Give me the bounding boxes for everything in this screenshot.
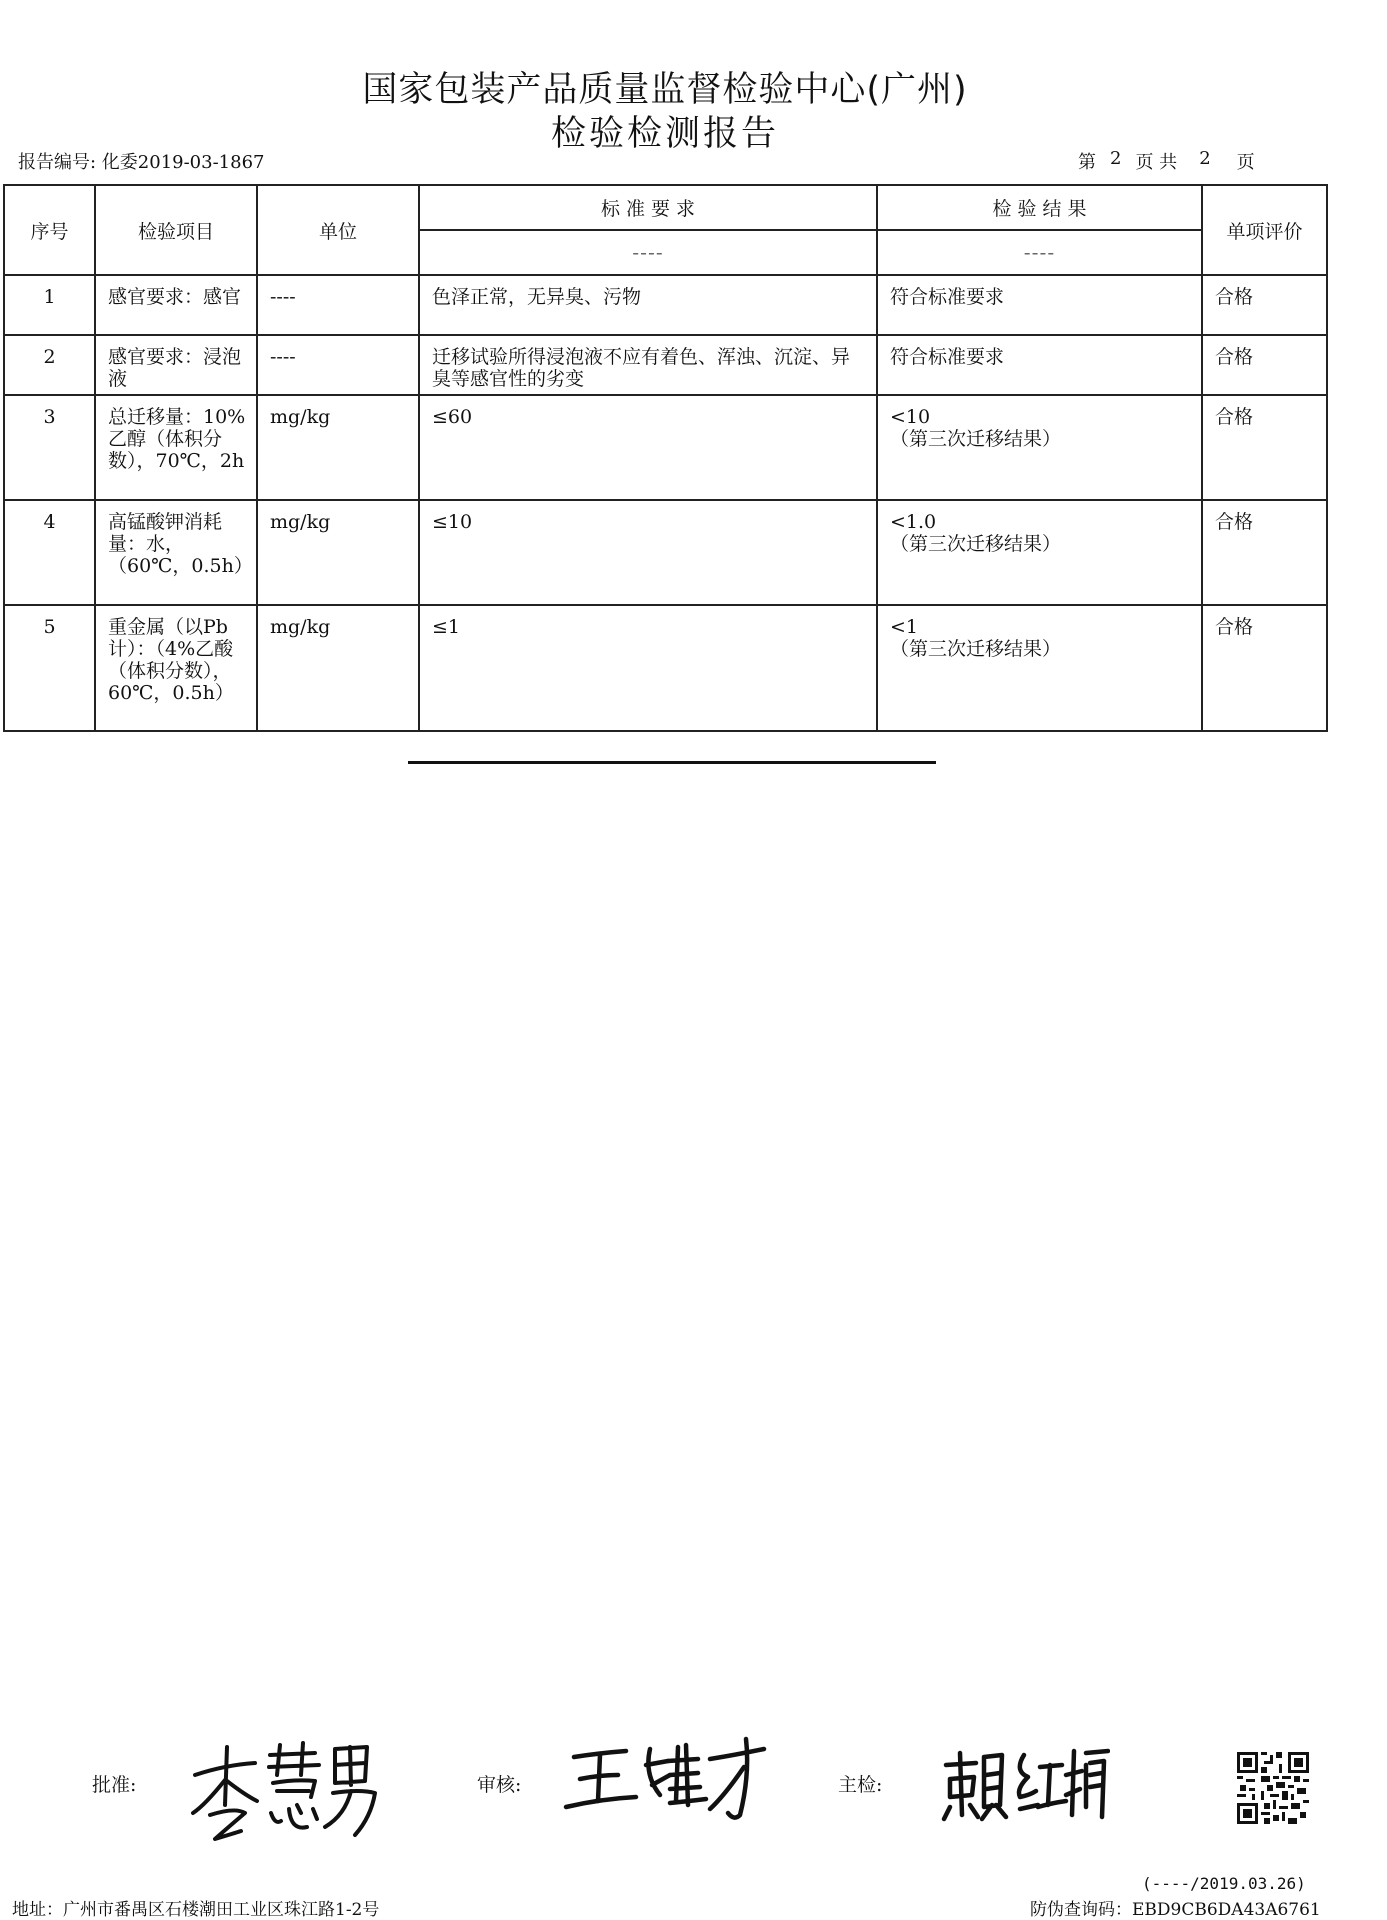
anti-counterfeit-code: 防伪查询码：EBD9CB6DA43A6761 [1030, 1900, 1321, 1920]
page-current: 2 [1110, 148, 1122, 169]
row-evaluation: 合格 [1202, 605, 1327, 731]
report-subtitle: 检验检测报告 [550, 114, 779, 154]
row-index: 3 [4, 395, 95, 500]
row-evaluation: 合格 [1202, 335, 1327, 395]
review-label: 审核: [477, 1774, 522, 1796]
col-unit-header: 单位 [257, 185, 419, 275]
page-suffix: 页 [1236, 152, 1255, 173]
row-evaluation: 合格 [1202, 275, 1327, 335]
col-standard-header: 标 准 要 求 [419, 185, 877, 230]
row-result [877, 275, 1202, 335]
col-index-header: 序号 [4, 185, 95, 275]
row-result [877, 395, 1202, 500]
inspect-label: 主检: [838, 1774, 883, 1796]
row-result-value: <1.0 [890, 511, 937, 533]
row-unit: ---- [257, 335, 419, 395]
row-index: 4 [4, 500, 95, 605]
row-standard: ≤10 [419, 500, 877, 605]
row-item: 高锰酸钾消耗量：水，（60℃，0.5h） [95, 500, 257, 605]
address: 地址：广州市番禺区石楼潮田工业区珠江路1-2号 [12, 1900, 380, 1920]
row-evaluation: 合格 [1202, 500, 1327, 605]
table-row [4, 335, 1327, 395]
report-date: (----/2019.03.26) [1142, 1874, 1306, 1893]
qr-code-icon [1237, 1752, 1309, 1824]
col-evaluation-header: 单项评价 [1202, 185, 1327, 275]
row-standard: ≤1 [419, 605, 877, 731]
row-evaluation: 合格 [1202, 395, 1327, 500]
row-result-note: （第三次迁移结果） [890, 533, 1062, 555]
table-row [4, 275, 1327, 335]
row-unit: ---- [257, 275, 419, 335]
row-unit: mg/kg [257, 500, 419, 605]
page-mid: 页 共 [1135, 152, 1178, 173]
row-index: 5 [4, 605, 95, 731]
row-item: 重金属（以Pb计）：（4%乙酸（体积分数），60℃，0.5h） [95, 605, 257, 731]
col-result-subheader: ---- [877, 230, 1202, 275]
page-total: 2 [1199, 148, 1211, 169]
report-title: 国家包装产品质量监督检验中心(广州) [362, 70, 968, 110]
col-item-header: 检验项目 [95, 185, 257, 275]
row-standard: 迁移试验所得浸泡液不应有着色、浑浊、沉淀、异臭等感官性的劣变 [419, 335, 877, 395]
row-unit: mg/kg [257, 395, 419, 500]
row-result [877, 335, 1202, 395]
approve-label: 批准: [92, 1774, 137, 1796]
row-result-value: <10 [890, 406, 931, 428]
end-of-table-rule [408, 761, 936, 764]
row-unit: mg/kg [257, 605, 419, 731]
row-result [877, 500, 1202, 605]
row-index: 2 [4, 335, 95, 395]
col-result-header: 检 验 结 果 [877, 185, 1202, 230]
table-row [4, 500, 1327, 605]
row-result-value: <1 [890, 616, 919, 638]
inspection-table [3, 184, 1328, 732]
row-standard: ≤60 [419, 395, 877, 500]
page-indicator [1078, 148, 1255, 174]
report-number: 报告编号: 化委2019-03-1867 [18, 152, 265, 173]
col-standard-subheader: ---- [419, 230, 877, 275]
approver-signature [185, 1735, 385, 1845]
row-result-note: （第三次迁移结果） [890, 638, 1062, 660]
row-item: 总迁移量：10%乙醇（体积分数），70℃，2h [95, 395, 257, 500]
row-result-value: 符合标准要求 [890, 346, 1005, 368]
table-row [4, 395, 1327, 500]
reviewer-signature [560, 1735, 780, 1830]
row-result [877, 605, 1202, 731]
row-result-note: （第三次迁移结果） [890, 428, 1062, 450]
table-row [4, 605, 1327, 731]
row-index: 1 [4, 275, 95, 335]
inspector-signature [940, 1735, 1110, 1830]
row-result-value: 符合标准要求 [890, 286, 1005, 308]
page-prefix: 第 [1078, 152, 1096, 173]
row-item: 感官要求：浸泡液 [95, 335, 257, 395]
row-standard: 色泽正常，无异臭、污物 [419, 275, 877, 335]
row-item: 感官要求：感官 [95, 275, 257, 335]
